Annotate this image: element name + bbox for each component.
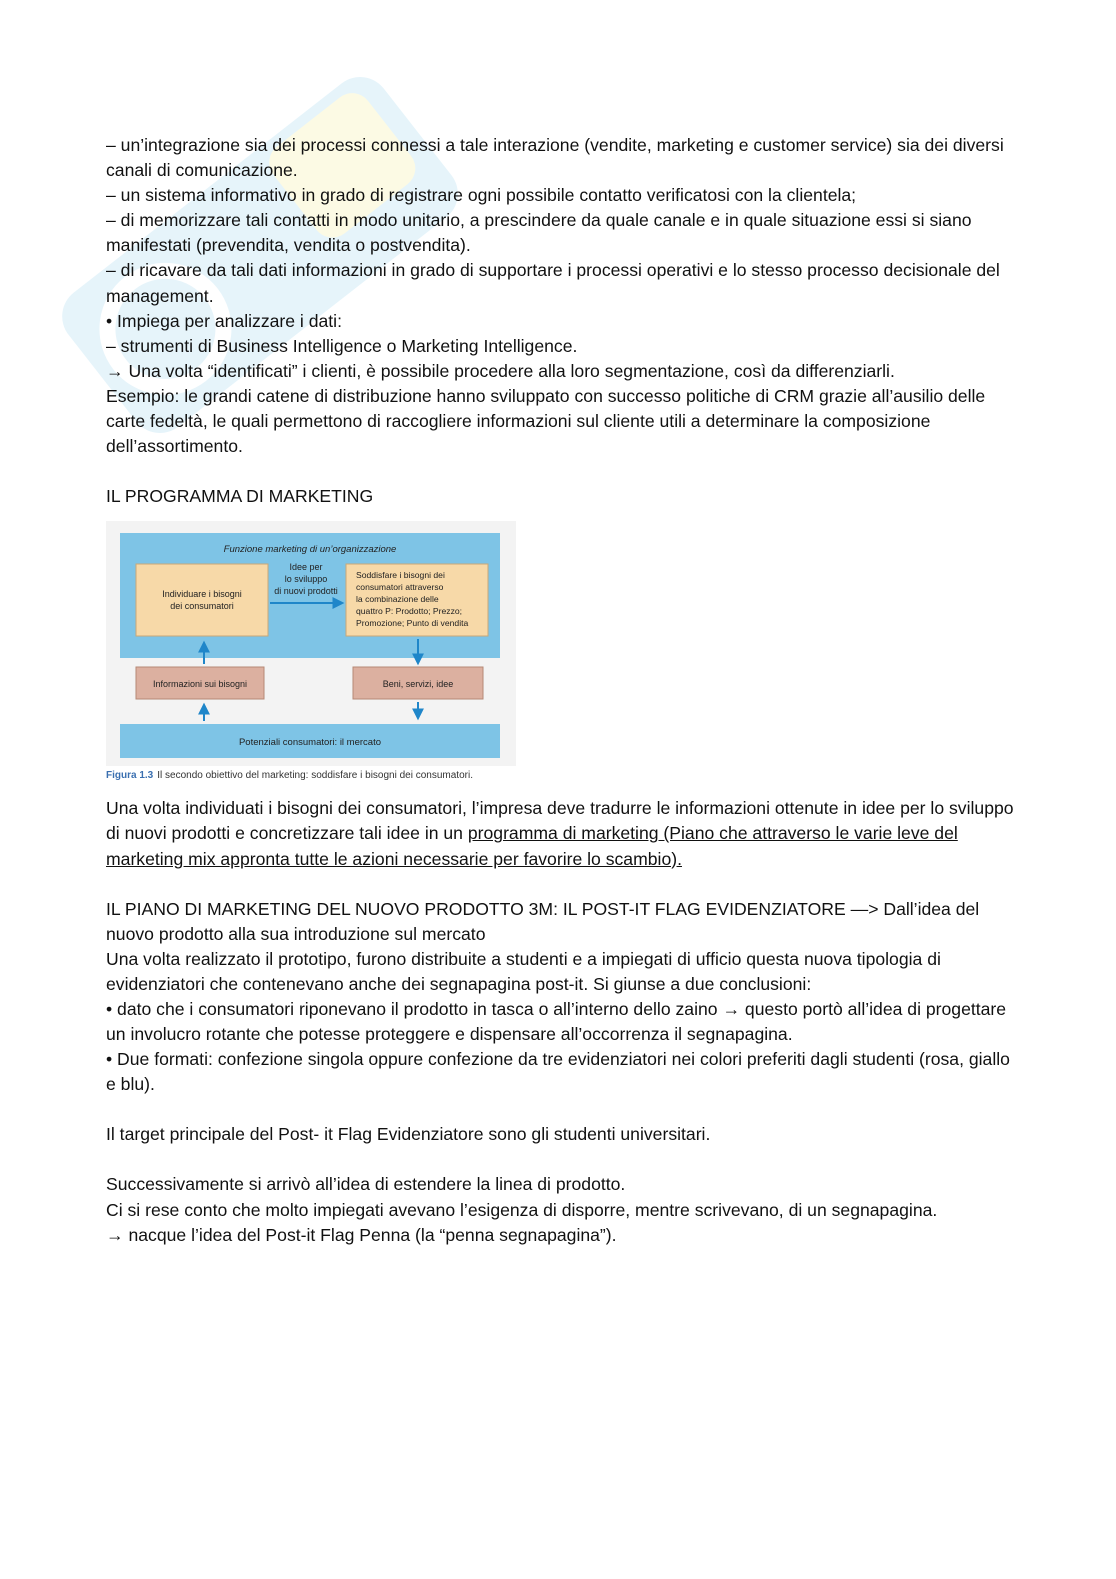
goods-label: Beni, servizi, idee [382,679,454,690]
figure-caption [106,770,526,782]
paragraph: Esempio: le grandi catene di distribuzione hanno sviluppato con successo politiche di CRM grazie all’ausilio delle carte fedeltà, le quali permettono di raccogliere informazioni sul cliente utili a determinare la composizione dell’assortimento. [106,385,986,457]
section-heading: IL PROGRAMMA DI MARKETING [106,486,374,507]
document-body [106,133,1016,1248]
paragraph: • Due formati: confezione singola oppure confezione da tre evidenziatori nei colori preferiti dagli studenti (rosa, giallo e blu). [106,1049,1010,1095]
paragraph: Il target principale del Post- it Flag Evidenziatore sono gli studenti universitari. [106,1124,711,1145]
paragraph: Successivamente si arrivò all’idea di estendere la linea di prodotto. [106,1174,626,1195]
paragraph: – un sistema informativo in grado di registrare ogni possibile contatto verificatosi con la clientela; [106,185,857,206]
figure-number: Figura 1.3 [106,770,154,782]
paragraph: – di ricavare da tali dati informazioni in grado di supportare i processi operativi e lo stesso processo decisionale del management. [106,260,1000,306]
satisfy-line1: Soddisfare i bisogni dei [356,570,445,581]
section-heading: IL PIANO DI MARKETING DEL NUOVO PRODOTTO 3M: IL POST-IT FLAG EVIDENZIATORE —> Dall’idea del nuovo prodotto alla sua introduzione sul mercato [106,898,980,944]
marketing-diagram [106,521,516,766]
underlined-definition: programma di marketing (Piano che attraverso le varie leve del marketing mix appronta tutte le azioni necessarie per favorire lo scambio). [106,823,958,869]
info-needs-label: Informazioni sui bisogni [152,679,248,690]
figure-caption-text: Il secondo obiettivo del marketing: soddisfare i bisogni dei consumatori. [157,770,473,782]
satisfy-line5: Promozione; Punto di vendita [356,618,469,629]
paragraph: → Una volta “identificati” i clienti, è possibile procedere alla loro segmentazione, così da differenziarli. [106,360,895,381]
paragraph: – un’integrazione sia dei processi connessi a tale interazione (vendite, marketing e customer service) sia dei diversi canali di comunicazione. [106,135,1004,181]
paragraph: – di memorizzare tali contatti in modo unitario, a prescindere da quale canale e in quale situazione essi si siano manifestati (prevendita, vendita o postvendita). [106,210,972,256]
paragraph: • dato che i consumatori riponevano il prodotto in tasca o all’interno dello zaino → questo portò all’idea di progettare un involucro rotante che potesse proteggere e dispensare all’occorrenza il segnapagina. [106,998,1007,1045]
paragraph-text: Una volta individuati i bisogni dei consumatori, l’impresa deve tradurre le informazioni ottenute in idee per lo sviluppo di nuovi prodotti e concretizzare tali idee in un [106,798,1014,844]
market-bar-label: Potenziali consumatori: il mercato [238,737,382,749]
ideas-label-line3: di nuovi prodotti [274,586,338,597]
identify-needs-line1: Individuare i bisogni [162,589,242,600]
paragraph: – strumenti di Business Intelligence o Marketing Intelligence. [106,335,578,356]
paragraph: • Impiega per analizzare i dati: [106,310,342,331]
ideas-label-line1: Idee per [289,562,323,573]
satisfy-line4: quattro P: Prodotto; Prezzo; [356,606,463,617]
identify-needs-box [136,564,268,636]
paragraph: Una volta realizzato il prototipo, furono distribuite a studenti e a impiegati di ufficio questa nuova tipologia di evidenziatori che contenevano anche dei segnapagina post-it. Si giunse a due conclusioni: [106,948,941,994]
satisfy-line3: la combinazione delle [356,594,439,605]
marketing-function-figure [106,521,526,782]
panel-title: Funzione marketing di un’organizzazione [223,544,397,556]
ideas-label-line2: lo sviluppo [284,574,328,585]
paragraph: → nacque l’idea del Post-it Flag Penna (la “penna segnapagina”). [106,1224,617,1245]
identify-needs-line2: dei consumatori [170,601,234,612]
paragraph [106,796,1016,871]
paragraph: Ci si rese conto che molto impiegati avevano l’esigenza di disporre, mentre scrivevano, di un segnapagina. [106,1199,938,1220]
satisfy-line2: consumatori attraverso [356,582,444,593]
